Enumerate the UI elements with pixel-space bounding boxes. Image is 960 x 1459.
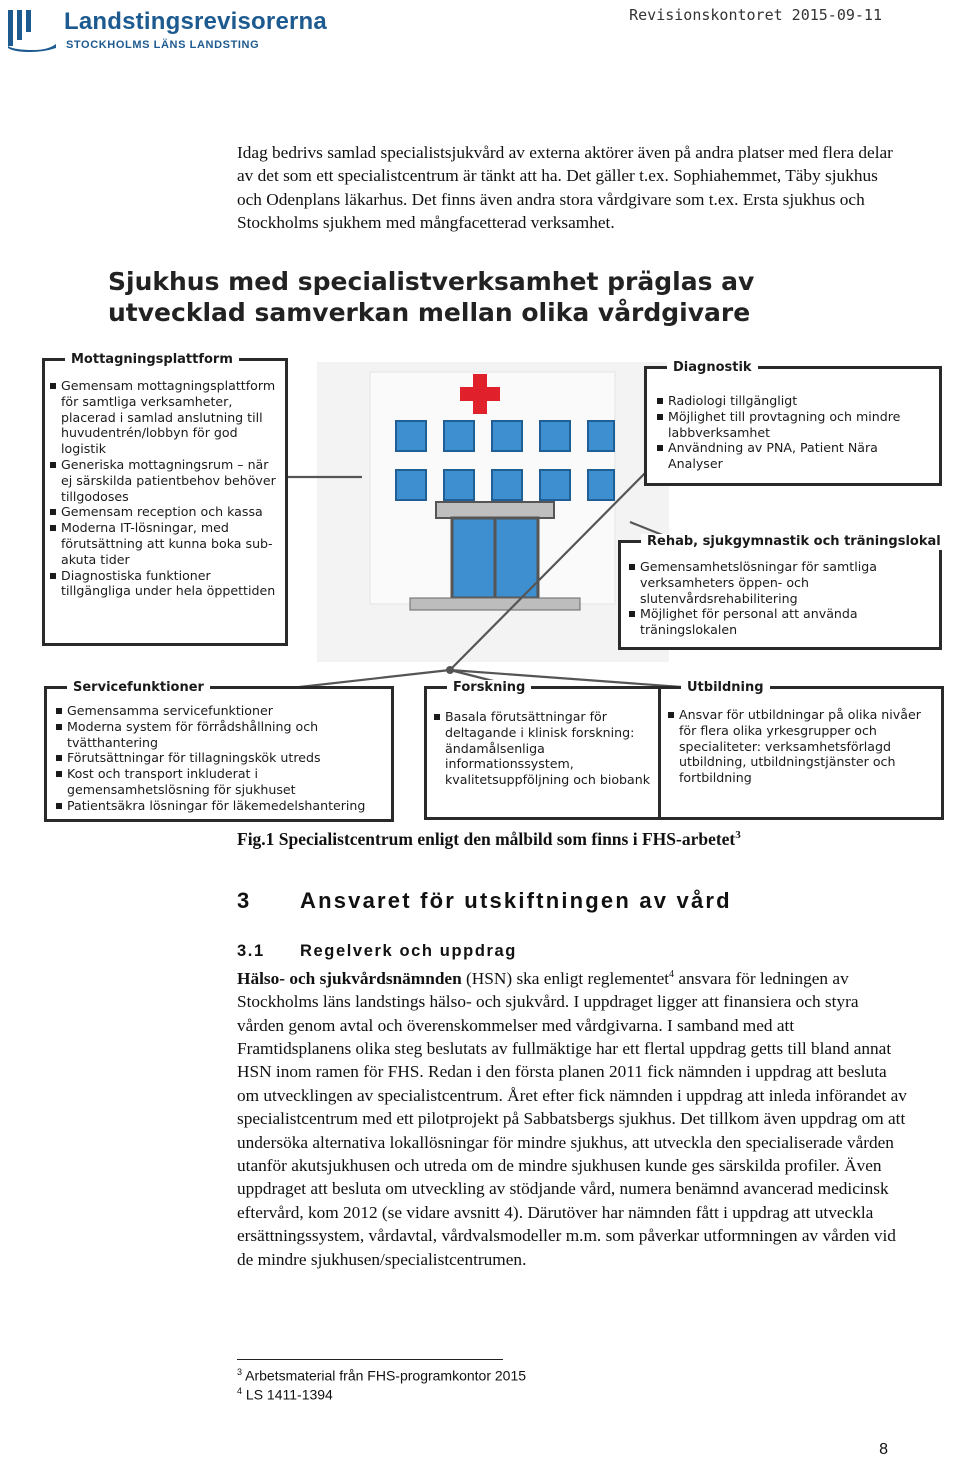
list-item: Möjlighet för personal att använda träningslokalen bbox=[628, 606, 935, 638]
footnote-number: 3 bbox=[237, 1367, 243, 1377]
logo-name: Landstingsrevisorerna bbox=[64, 8, 327, 35]
header-date: Revisionskontoret 2015-09-11 bbox=[629, 6, 882, 24]
footnote bbox=[237, 1367, 526, 1384]
footnote bbox=[237, 1386, 333, 1403]
subsection-title: Regelverk och uppdrag bbox=[300, 942, 517, 960]
list-item: Gemensam mottagningsplattform för samtliga verksamheter, placerad i samlad anslutning till huvudentrén/lobbyn för god logistik bbox=[49, 378, 281, 457]
list-item: Gemensamma servicefunktioner bbox=[55, 703, 387, 719]
list-item: Radiologi tillgängligt bbox=[656, 393, 935, 409]
diagram-title: Sjukhus med specialistverksamhet präglas av utvecklad samverkan mellan olika vårdgivare bbox=[108, 267, 755, 327]
box-servicefunktioner bbox=[44, 680, 394, 822]
footnote-number: 4 bbox=[237, 1386, 243, 1396]
footnote-separator bbox=[237, 1359, 503, 1360]
body-paragraph bbox=[237, 963, 907, 1271]
box-rehab bbox=[618, 534, 942, 650]
body-lead: Hälso- och sjukvårdsnämnden bbox=[237, 968, 462, 988]
logo-mark-icon bbox=[4, 6, 60, 52]
box-title-rehab: Rehab, sjukgymnastik och träningslokal bbox=[641, 534, 947, 550]
subsection-number: 3.1 bbox=[237, 942, 265, 960]
list-item: Generiska mottagningsrum – när ej särskilda patientbehov behöver tillgodoses bbox=[49, 457, 281, 504]
box-forskning bbox=[424, 680, 670, 820]
list-item: Basala förutsättningar för deltagande i klinisk forskning: ändamålsenliga informationssystem, kvalitetsuppföljning och biobank bbox=[433, 709, 661, 788]
box-mottagningsplattform bbox=[42, 352, 288, 646]
list-item: Moderna system för förrådshållning och tvätthantering bbox=[55, 719, 387, 751]
list-item: Gemensamhetslösningar för samtliga verksamheters öppen- och slutenvårdsrehabilitering bbox=[628, 559, 935, 606]
body-footnote-ref: 4 bbox=[669, 969, 675, 980]
list-item: Moderna IT-lösningar, med förutsättning att kunna boka sub-akuta tider bbox=[49, 520, 281, 567]
list-item: Ansvar för utbildningar på olika nivåer för flera olika yrkesgrupper och specialiteter: verksamhetsförlagd utbildning, utbildningstjänster och fortbildning bbox=[667, 707, 935, 786]
logo bbox=[4, 6, 334, 52]
caption-text: Fig.1 Specialistcentrum enligt den målbild som finns i FHS-arbetet bbox=[237, 829, 736, 849]
list-item: Användning av PNA, Patient Nära Analyser bbox=[656, 440, 935, 472]
box-diagnostik bbox=[644, 360, 942, 486]
list-item: Förutsättningar för tillagningskök utreds bbox=[55, 750, 387, 766]
list-item: Patientsäkra lösningar för läkemedelshantering bbox=[55, 798, 387, 814]
list-item: Gemensam reception och kassa bbox=[49, 504, 281, 520]
list-item: Diagnostiska funktioner tillgängliga under hela öppettiden bbox=[49, 568, 281, 600]
box-title-utbildning: Utbildning bbox=[681, 680, 770, 696]
footnote-text: LS 1411-1394 bbox=[245, 1386, 333, 1403]
footnote-text: Arbetsmaterial från FHS-programkontor 2015 bbox=[245, 1367, 527, 1384]
diagram bbox=[40, 262, 945, 828]
section-number: 3 bbox=[237, 888, 252, 913]
caption-footnote-ref: 3 bbox=[735, 829, 741, 842]
box-utbildning bbox=[658, 680, 944, 820]
box-title-mottagning: Mottagningsplattform bbox=[65, 352, 239, 368]
page-number: 8 bbox=[879, 1441, 888, 1458]
intro-paragraph: Idag bedrivs samlad specialistsjukvård av externa aktörer även på andra platser med flera delar av det som ett specialistcentrum är tänkt att ha. Det gäller t.ex. Sophiahemmet, Täby sjukhus och Odenplans läkarhus. Det finns även andra stora vårdgivare som t.ex. Ersta sjukhus och Stockholms sjukhem med mångfacetterad verksamhet. bbox=[237, 143, 893, 233]
box-title-service: Servicefunktioner bbox=[67, 680, 210, 696]
figure-caption bbox=[237, 829, 741, 850]
body-part1: (HSN) ska enligt reglementet bbox=[461, 968, 670, 988]
section-title: Ansvaret för utskiftningen av vård bbox=[300, 888, 732, 913]
list-item: Kost och transport inkluderat i gemensamhetslösning för sjukhuset bbox=[55, 766, 387, 798]
list-item: Möjlighet till provtagning och mindre labbverksamhet bbox=[656, 409, 935, 441]
box-title-forskning: Forskning bbox=[447, 680, 531, 696]
body-part2: ansvara för ledningen av Stockholms läns landstings hälso- och sjukvård. I uppdraget ligger att finansiera och styra vården genom avtal och överenskommelser med vårdgivarna. I samband med att Framtidsplanens olika steg beslutats av fullmäktige har ett flertal uppdrag getts till bland annat HSN inom ramen för FHS. Redan i den första planen 2011 fick nämnden i uppdrag att besluta om utvecklingen av specialistcentrum. Året efter fick nämnden i uppdrag att inleda införandet av specialistcentrum med ett pilotprojekt på Sabbatsbergs sjukhus. Det tillkom även uppdrag om att undersöka alternativa lokallösningar för mindre sjukhus, att utveckla den specialiserade vården utanför akutsjukhusen och utreda om de mindre sjukhusen kunde ges särskilda profiler. Även uppdraget att besluta om utveckling av stödjande vård, numera benämnd avancerad medicinsk eftervård, kom 2012 (se vidare avsnitt 4). Därutöver har nämnden fått i uppdrag att utveckla ersättningssystem, vårdavtal, vårdvalsmodeller m.m. som påverkar utformningen av vården vid de mindre sjukhusen/specialistcentrumen. bbox=[237, 968, 907, 1269]
box-title-diagnostik: Diagnostik bbox=[667, 360, 758, 376]
logo-subtitle: STOCKHOLMS LÄNS LANDSTING bbox=[66, 39, 260, 51]
